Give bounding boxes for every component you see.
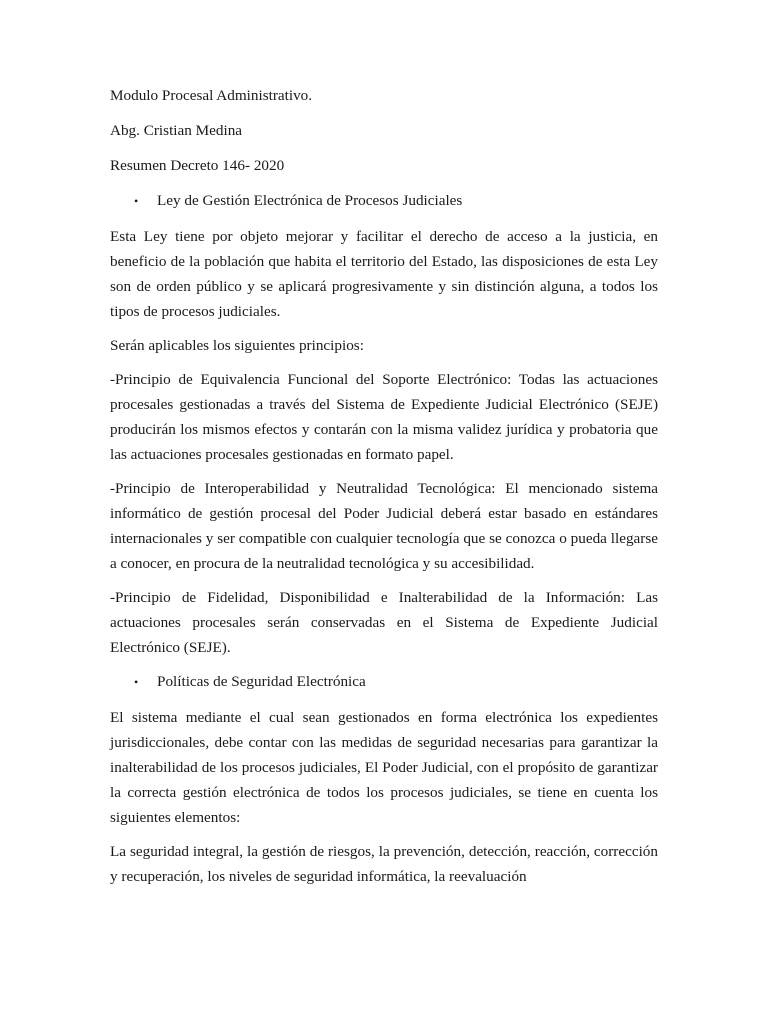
- paragraph-law-objective: Esta Ley tiene por objeto mejorar y facilitar el derecho de acceso a la justicia, en beneficio de la población que habita el territorio del Estado, las disposiciones de esta Ley son de orden público y se aplicará progresivamente y sin distinción alguna, a todos los tipos de procesos judiciales.: [110, 228, 658, 320]
- document-subject: Resumen Decreto 146- 2020: [110, 157, 285, 174]
- paragraph-principle-fidelity: -Principio de Fidelidad, Disponibilidad e Inalterabilidad de la Información: Las actuaciones procesales serán conservadas en el Sistema de Expediente Judicial Electrónico (SEJE).: [110, 589, 658, 656]
- bullet-icon: •: [134, 194, 139, 208]
- paragraph-security-elements: La seguridad integral, la gestión de riesgos, la prevención, detección, reacción, corrección y recuperación, los niveles de seguridad informática, la reevaluación: [110, 843, 658, 885]
- paragraph-principles-intro: Serán aplicables los siguientes principios:: [110, 337, 364, 354]
- document-body: [110, 83, 658, 898]
- bullet-item-law: [110, 188, 658, 214]
- bullet-icon: •: [134, 675, 139, 689]
- bullet-text: Políticas de Seguridad Electrónica: [157, 673, 366, 690]
- author-name: Abg. Cristian Medina: [110, 122, 243, 139]
- bullet-text: Ley de Gestión Electrónica de Procesos Judiciales: [157, 192, 463, 209]
- course-title: Modulo Procesal Administrativo.: [110, 87, 313, 104]
- paragraph-security-system: El sistema mediante el cual sean gestionados en forma electrónica los expedientes jurisdiccionales, debe contar con las medidas de seguridad necesarias para garantizar la inalterabilidad de los procesos judiciales, El Poder Judicial, con el propósito de garantizar la correcta gestión electrónica de todos los procesos judiciales, se tiene en cuenta los siguientes elementos:: [110, 709, 658, 826]
- paragraph-principle-interoperability: -Principio de Interoperabilidad y Neutralidad Tecnológica: El mencionado sistema informático de gestión procesal del Poder Judicial deberá estar basado en estándares internacionales y ser compatible con cualquier tecnología que se conozca o pueda llegarse a conocer, en procura de la neutralidad tecnológica y su accesibilidad.: [110, 480, 658, 572]
- paragraph-principle-equivalence: -Principio de Equivalencia Funcional del Soporte Electrónico: Todas las actuaciones procesales gestionadas a través del Sistema de Expediente Judicial Electrónico (SEJE) producirán los mismos efectos y contarán con la misma validez jurídica y probatoria que las actuaciones procesales gestionadas en formato papel.: [110, 371, 658, 463]
- bullet-item-security: [110, 669, 658, 695]
